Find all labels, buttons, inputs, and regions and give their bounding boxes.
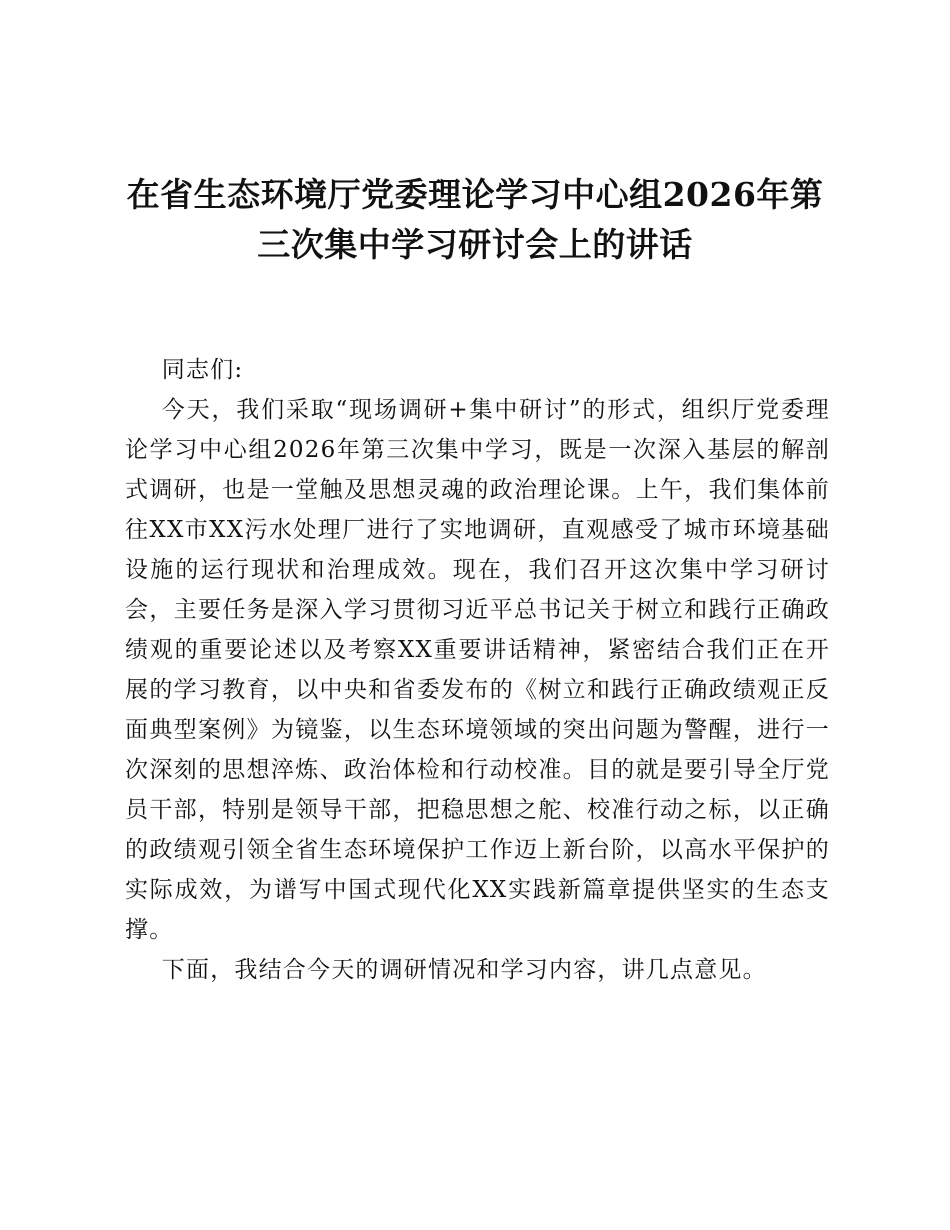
document-title: 在省生态环境厅党委理论学习中心组2026年第三次集中学习研讨会上的讲话	[126, 175, 824, 264]
body-paragraph-1: 今天，我们采取“现场调研+集中研讨”的形式，组织厅党委理论学习中心组2026年第三次集中学习，既是一次深入基层的解剖式调研，也是一堂触及思想灵魂的政治理论课。上午，我们集体前往XX市XX污水处理厂进行了实地调研，直观感受了城市环境基础设施的运行现状和治理成效。现在，我们召开这次集中学习研讨会，主要任务是深入学习贯彻习近平总书记关于树立和践行正确政绩观的重要论述以及考察XX重要讲话精神，紧密结合我们正在开展的学习教育，以中央和省委发布的《树立和践行正确政绩观正反面典型案例》为镜鉴，以生态环境领域的突出问题为警醒，进行一次深刻的思想淬炼、政治体检和行动校准。目的就是要引导全厅党员干部，特别是领导干部，把稳思想之舵、校准行动之标，以正确的政绩观引领全省生态环境保护工作迈上新台阶，以高水平保护的实际成效，为谱写中国式现代化XX实践新篇章提供坚实的生态支撑。	[125, 397, 830, 943]
body-paragraph-2: 下面，我结合今天的调研情况和学习内容，讲几点意见。	[161, 957, 767, 983]
document-body	[125, 350, 830, 990]
salutation: 同志们:	[161, 357, 244, 383]
